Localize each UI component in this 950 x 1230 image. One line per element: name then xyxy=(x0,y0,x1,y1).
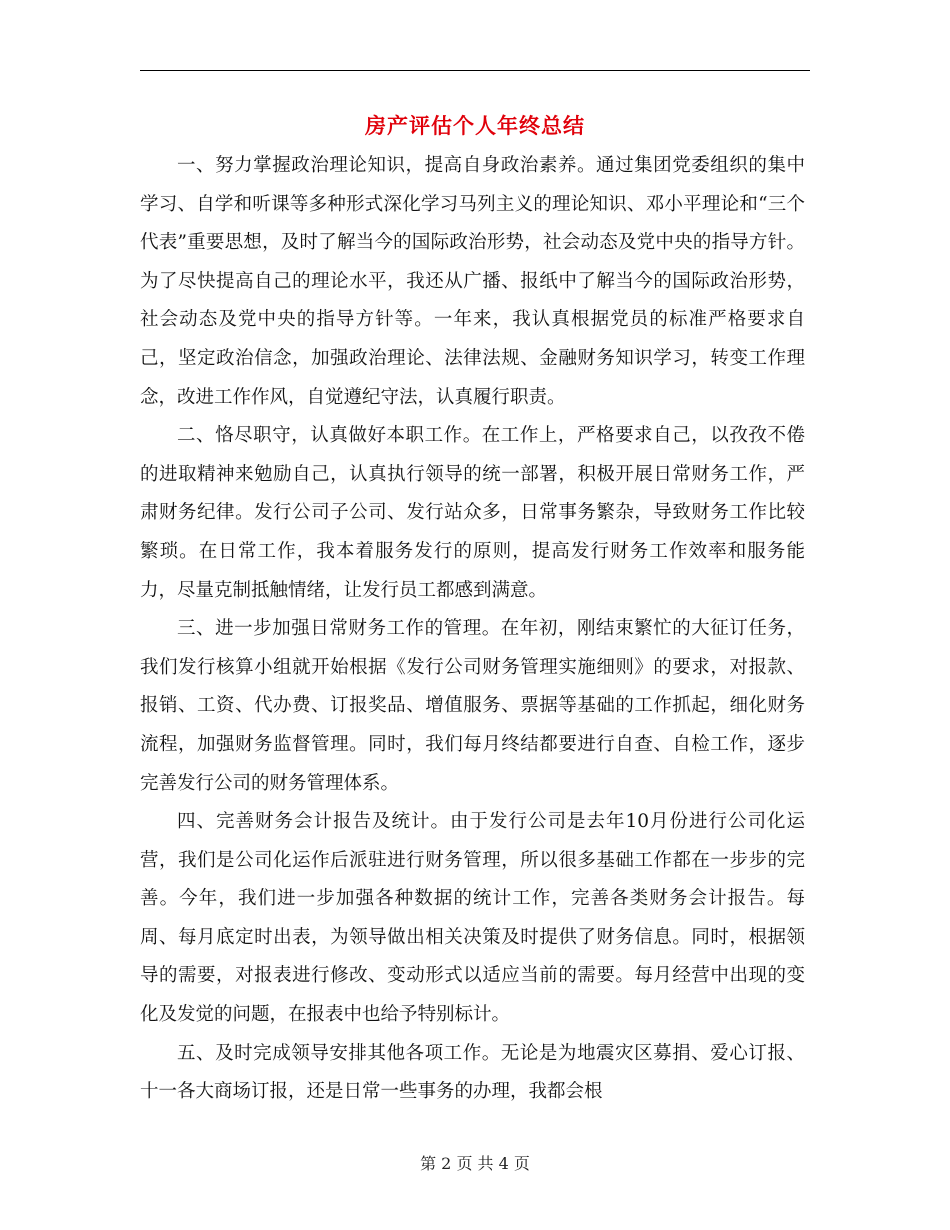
paragraph-1: 一、努力掌握政治理论知识，提高自身政治素养。通过集团党委组织的集中学习、自学和听课等多种形式深化学习马列主义的理论知识、邓小平理论和“三个代表”重要思想，及时了解当今的国际政治形势，社会动态及党中央的指导方针。为了尽快提高自己的理论水平，我还从广播、报纸中了解当今的国际政治形势，社会动态及党中央的指导方针等。一年来，我认真根据党员的标准严格要求自己，坚定政治信念，加强政治理论、法律法规、金融财务知识学习，转变工作理念，改进工作作风，自觉遵纪守法，认真履行职责。 xyxy=(140,155,805,408)
header-rule xyxy=(140,70,810,71)
document-body xyxy=(140,147,805,1112)
paragraph-5: 五、及时完成领导安排其他各项工作。无论是为地震灾区募捐、爱心订报、十一各大商场订报，还是日常一些事务的办理，我都会根 xyxy=(140,1042,805,1103)
page-number-label: 第 2 页 共 4 页 xyxy=(420,1154,530,1173)
paragraph-4: 四、完善财务会计报告及统计。由于发行公司是去年10月份进行公司化运营，我们是公司化运作后派驻进行财务管理，所以很多基础工作都在一步步的完善。今年，我们进一步加强各种数据的统计工作，完善各类财务会计报告。每周、每月底定时出表，为领导做出相关决策及时提供了财务信息。同时，根据领导的需要，对报表进行修改、变动形式以适应当前的需要。每月经营中出现的变化及发觉的问题，在报表中也给予特别标计。 xyxy=(140,811,805,1026)
paragraph-2: 二、恪尽职守，认真做好本职工作。在工作上，严格要求自己，以孜孜不倦的进取精神来勉励自己，认真执行领导的统一部署，积极开展日常财务工作，严肃财务纪律。发行公司子公司、发行站众多，日常事务繁杂，导致财务工作比较繁琐。在日常工作，我本着服务发行的原则，提高发行财务工作效率和服务能力，尽量克制抵触情绪，让发行员工都感到满意。 xyxy=(140,425,805,601)
paragraph-3: 三、进一步加强日常财务工作的管理。在年初，刚结束繁忙的大征订任务，我们发行核算小组就开始根据《发行公司财务管理实施细则》的要求，对报款、报销、工资、代办费、订报奖品、增值服务、票据等基础的工作抓起，细化财务流程，加强财务监督管理。同时，我们每月终结都要进行自查、自检工作，逐步完善发行公司的财务管理体系。 xyxy=(140,618,805,794)
document-title: 房产评估个人年终总结 xyxy=(365,113,585,138)
page-footer xyxy=(0,1152,950,1176)
